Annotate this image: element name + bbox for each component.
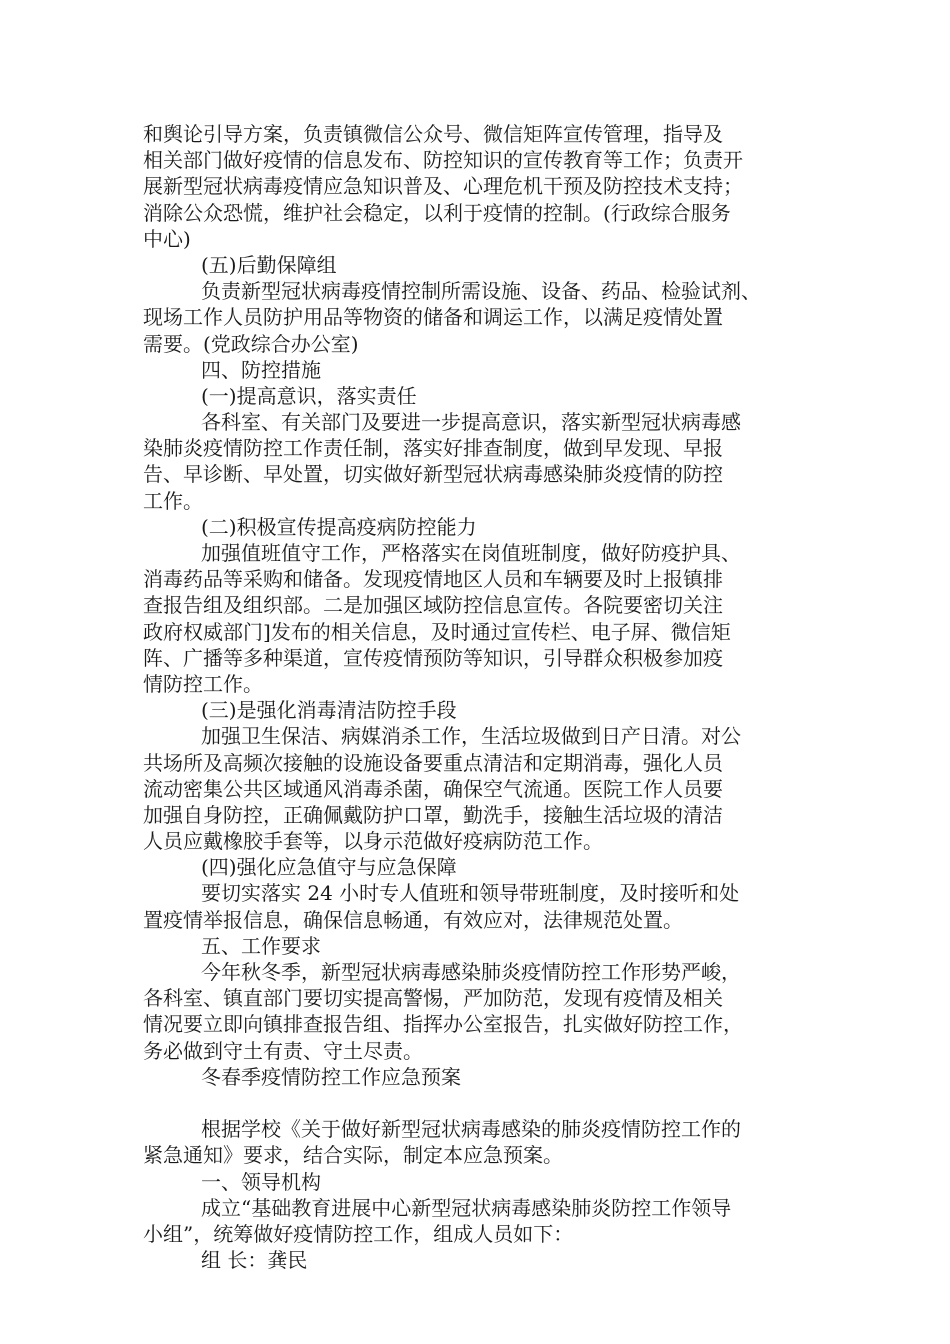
text-line: 消除公众恐慌，维护社会稳定，以利于疫情的控制。(行政综合服务 — [143, 200, 731, 225]
text-line: (一)提高意识，落实责任 — [201, 383, 417, 408]
text-line: 置疫情举报信息，确保信息畅通，有效应对，法律规范处置。 — [143, 907, 683, 932]
text-line: 冬春季疫情防控工作应急预案 — [201, 1064, 461, 1089]
text-line: 加强卫生保洁、病媒消杀工作，生活垃圾做到日产日清。对公 — [201, 724, 741, 749]
text-line: 加强值班值守工作，严格落实在岗值班制度，做好防疫护具、 — [201, 541, 741, 565]
text-line: 查报告组及组织部。二是加强区域防控信息宣传。各院要密切关注 — [143, 593, 723, 618]
text-line: 和舆论引导方案，负责镇微信公众号、微信矩阵宣传管理，指导及 — [143, 122, 723, 146]
text-line: 中心) — [143, 226, 191, 251]
text-line: 现场工作人员防护用品等物资的储备和调运工作，以满足疫情处置 — [143, 305, 723, 330]
text-line: (二)积极宣传提高疫病防控能力 — [201, 514, 477, 539]
text-line — [143, 1090, 823, 1116]
text-line: (三)是强化消毒清洁防控手段 — [201, 698, 457, 723]
text-line: 消毒药品等采购和储备。发现疫情地区人员和车辆要及时上报镇排 — [143, 567, 723, 592]
text-line: 相关部门做好疫情的信息发布、防控知识的宣传教育等工作；负责开 — [143, 148, 743, 173]
text-line: 流动密集公共区域通风消毒杀菌，确保空气流通。医院工作人员要 — [143, 776, 723, 801]
text-line: 共场所及高频次接触的设施设备要重点清洁和定期消毒，强化人员 — [143, 750, 723, 775]
text-line: 需要。(党政综合办公室) — [143, 331, 359, 356]
text-line: 组 长：龚民 — [201, 1248, 308, 1273]
text-line: 务必做到守土有责、守土尽责。 — [143, 1038, 423, 1063]
text-line: 负责新型冠状病毒疫情控制所需设施、设备、药品、检验试剂、 — [201, 279, 761, 304]
text-line: 要切实落实 24 小时专人值班和领导带班制度，及时接听和处 — [201, 881, 740, 906]
text-line: 情况要立即向镇排查报告组、指挥办公室报告，扎实做好防控工作， — [143, 1012, 743, 1037]
text-line: 展新型冠状病毒疫情应急知识普及、心理危机干预及防控技术支持； — [143, 174, 743, 199]
text-line: 五、工作要求 — [201, 933, 321, 958]
text-line: 加强自身防控，正确佩戴防护口罩，勤洗手，接触生活垃圾的清洁 — [143, 802, 723, 827]
text-line: 染肺炎疫情防控工作责任制，落实好排查制度，做到早发现、早报 — [143, 436, 723, 461]
text-line: 各科室、有关部门及要进一步提高意识，落实新型冠状病毒感 — [201, 410, 741, 435]
document-body — [143, 121, 823, 1273]
text-line: 人员应戴橡胶手套等，以身示范做好疫病防范工作。 — [143, 829, 603, 854]
text-line: 一、领导机构 — [201, 1169, 321, 1194]
text-line: 紧急通知》要求，结合实际，制定本应急预案。 — [143, 1143, 563, 1168]
text-line: 各科室、镇直部门要切实提高警惕，严加防范，发现有疫情及相关 — [143, 986, 723, 1011]
text-line: 小组”，统筹做好疫情防控工作，组成人员如下： — [143, 1221, 574, 1246]
text-line: 四、防控措施 — [201, 357, 321, 382]
text-line: 成立“基础教育进展中心新型冠状病毒感染肺炎防控工作领导 — [201, 1195, 732, 1220]
text-line: (五)后勤保障组 — [201, 252, 337, 277]
text-line: 情防控工作。 — [143, 671, 263, 696]
text-line: 工作。 — [143, 488, 203, 513]
text-line: 政府权威部门]发布的相关信息，及时通过宣传栏、电子屏、微信矩 — [143, 619, 731, 644]
text-line: 告、早诊断、早处置，切实做好新型冠状病毒感染肺炎疫情的防控 — [143, 462, 723, 487]
text-line: 阵、广播等多种渠道，宣传疫情预防等知识，引导群众积极参加疫 — [143, 645, 723, 670]
text-line: (四)强化应急值守与应急保障 — [201, 855, 457, 880]
text-line: 今年秋冬季，新型冠状病毒感染肺炎疫情防控工作形势严峻， — [201, 960, 741, 984]
text-line: 根据学校《关于做好新型冠状病毒感染的肺炎疫情防控工作的 — [201, 1117, 741, 1142]
